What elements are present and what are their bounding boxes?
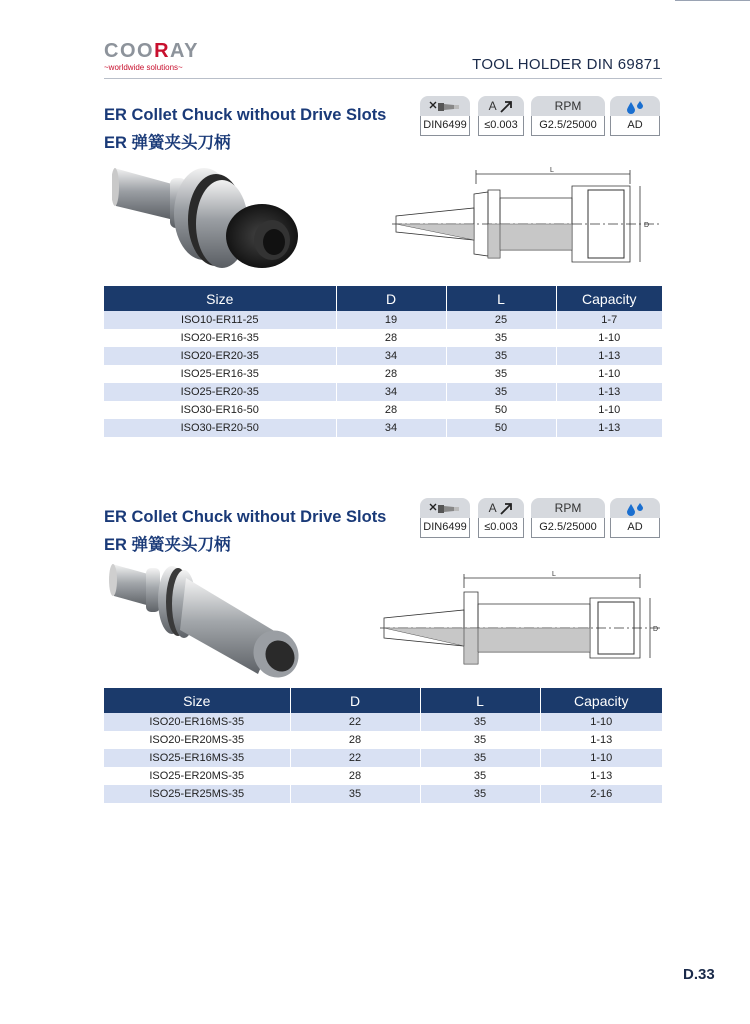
col-header-l: L [420,688,540,713]
col-header-size: Size [104,688,290,713]
section-subtitle: ER 弹簧夹头刀柄 [104,134,231,152]
col-header-d: D [290,688,420,713]
logo-wordmark: COORAY [104,40,199,62]
table-row: ISO20-ER16-35 28 35 1-10 [104,329,662,347]
spec-coolant: AD [610,498,660,538]
top-corner-rule [675,0,750,1]
table-row: ISO10-ER11-25 19 25 1-7 [104,311,662,329]
coolant-drops-icon [624,502,646,516]
table-row: ISO25-ER16MS-35 22 35 1-10 [104,749,662,767]
spec-accuracy: A ≤0.003 [478,96,524,136]
product-photo [112,154,307,286]
spec-balance: RPM G2.5/25000 [531,96,605,136]
svg-text:D: D [644,222,650,229]
spec-standard: DIN6499 [420,96,470,136]
logo-tagline: ~worldwide solutions~ [104,63,183,72]
spec-table [104,688,662,803]
runout-arrow-icon [499,101,513,113]
col-header-d: D [336,286,446,311]
runout-arrow-icon [499,503,513,515]
section-title: ER Collet Chuck without Drive Slots [104,106,387,124]
table-row: ISO30-ER20-50 34 50 1-13 [104,419,662,437]
spec-coolant: AD [610,96,660,136]
svg-text:L: L [552,571,556,578]
page-number: D.33 [683,966,715,983]
table-row: ISO20-ER20MS-35 28 35 1-13 [104,731,662,749]
table-row: ISO25-ER20-35 34 35 1-13 [104,383,662,401]
coolant-drops-icon [624,100,646,114]
section-title: ER Collet Chuck without Drive Slots [104,508,387,526]
col-header-capacity: Capacity [540,688,662,713]
spec-table [104,286,662,437]
spec-balance: RPM G2.5/25000 [531,498,605,538]
table-header-row [104,286,662,311]
svg-text:D: D [653,626,659,633]
spec-standard: DIN6499 [420,498,470,538]
collet-icon [428,502,462,516]
table-header-row [104,688,662,713]
section-subtitle: ER 弹簧夹头刀柄 [104,536,231,554]
table-row: ISO20-ER16MS-35 22 35 1-10 [104,713,662,731]
cooray-logo [104,40,224,76]
table-row: ISO25-ER25MS-35 35 35 2-16 [104,785,662,803]
table-row: ISO25-ER16-35 28 35 1-10 [104,365,662,383]
table-row: ISO25-ER20MS-35 28 35 1-13 [104,767,662,785]
col-header-size: Size [104,286,336,311]
header-divider [104,78,662,79]
page-header-title: TOOL HOLDER DIN 69871 [472,56,661,73]
table-row: ISO20-ER20-35 34 35 1-13 [104,347,662,365]
technical-drawing [380,568,664,678]
spec-accuracy: A ≤0.003 [478,498,524,538]
table-row: ISO30-ER16-50 28 50 1-10 [104,401,662,419]
col-header-capacity: Capacity [556,286,662,311]
collet-icon [428,100,462,114]
svg-text:L: L [550,167,554,174]
technical-drawing [392,164,664,274]
product-photo [108,554,308,686]
col-header-l: L [446,286,556,311]
